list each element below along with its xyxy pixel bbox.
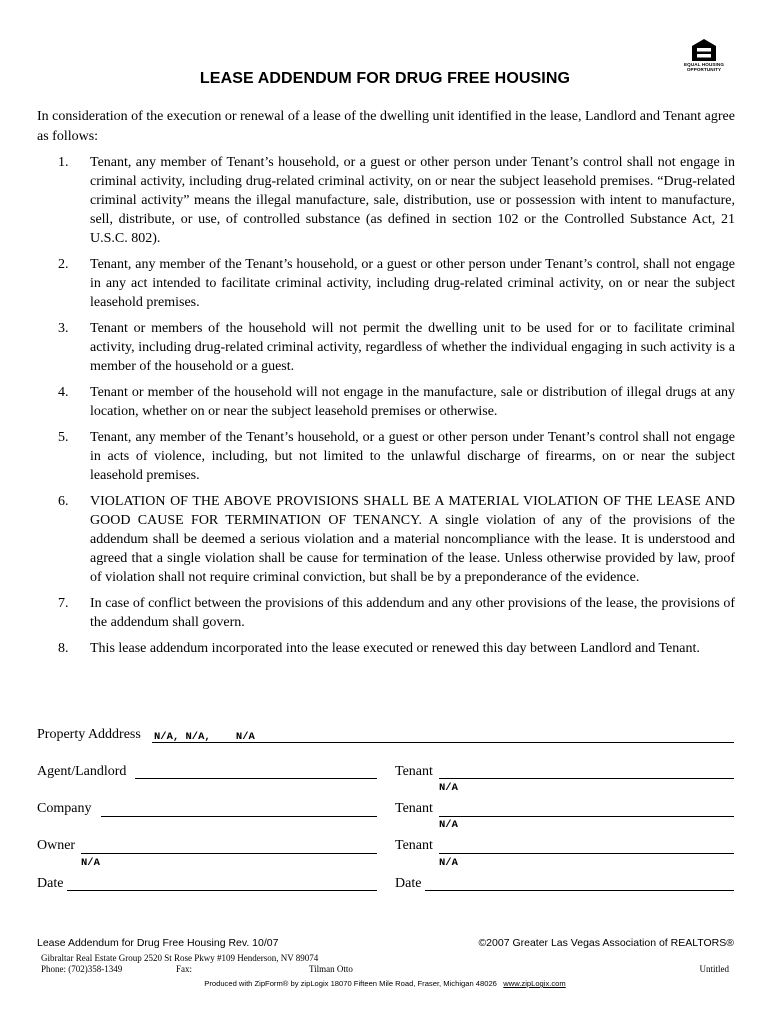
list-item [37,639,735,658]
tenant-3-label: Tenant [395,838,433,853]
agent-landlord-label: Agent/Landlord [37,764,127,779]
agent-name: Tilman Otto [309,964,353,974]
item-text: Tenant, any member of Tenant’s household, or a guest or other person under Tenant’s control shall not engage in criminal activity, including drug-related criminal activity, on or near the subject leasehold premises. “Drug-related criminal activity” means the illegal manufacture, sale, distribution, use or possession with intent to manufacture, sell, distribute, or use, of controlled substance (as defined in section 102 or the Controlled Substance Act, 21 U.S.C. 802). [90,155,735,246]
logo-text-1: EQUAL HOUSING [684,62,725,67]
produced-by [0,979,770,988]
date-label-left: Date [37,876,64,891]
item-number: 3. [58,321,69,336]
item-text: Tenant or member of the household will not engage in the manufacture, sale or distribution of illegal drugs at any location, whether on or near the subject leasehold premises or otherwise. [90,385,735,419]
tenant-1-value: N/A [439,782,458,794]
item-text: Tenant, any member of the Tenant’s household, or a guest or other person under Tenant’s control shall not engage in acts of violence, including, but not limited to the unlawful discharge of firearms, on or near the subject leasehold premises. [90,430,735,483]
item-text: In case of conflict between the provisions of this addendum and any other provisions of the lease, the provisions of the addendum shall govern. [90,596,735,630]
item-number: 4. [58,385,69,400]
equal-housing-logo [684,38,724,72]
item-number: 1. [58,155,69,170]
date-field-left[interactable] [67,890,377,891]
list-item [37,255,735,312]
item-number: 6. [58,494,69,509]
tenant-2-field[interactable] [439,816,734,817]
owner-label: Owner [37,838,76,853]
property-address-label: Property Adddress [37,727,141,742]
brokerage-phone: Phone: (702)358-1349 [41,964,123,974]
date-field-right[interactable] [425,890,734,891]
item-number: 5. [58,430,69,445]
item-number: 2. [58,257,69,272]
intro-paragraph: In consideration of the execution or renewal of a lease of the dwelling unit identified in the lease, Landlord and Tenant agree as follows: [37,109,735,144]
company-field[interactable] [101,816,377,817]
tenant-1-label: Tenant [395,764,433,779]
item-text: This lease addendum incorporated into the lease executed or renewed this day between Landlord and Tenant. [90,641,700,656]
document-name: Untitled [699,964,729,974]
produced-by-text: Produced with ZipForm® by zipLogix 18070 Fifteen Mile Road, Fraser, Michigan 48026 [204,979,497,988]
tenant-3-value: N/A [439,857,458,869]
owner-field[interactable] [81,853,377,854]
item-number: 7. [58,596,69,611]
form-revision: Lease Addendum for Drug Free Housing Rev. 10/07 [37,937,279,949]
company-label: Company [37,801,92,816]
item-text: Tenant or members of the household will not permit the dwelling unit to be used for or to facilitate criminal activity, including drug-related criminal activity, regardless of whether the individual engaging in such activity is a member of the household or a guest. [90,321,735,374]
provisions-list [37,153,735,665]
item-number: 8. [58,641,69,656]
tenant-1-field[interactable] [439,778,734,779]
tenant-3-field[interactable] [439,853,734,854]
agent-landlord-field[interactable] [135,778,377,779]
item-text: Tenant, any member of the Tenant’s household, or a guest or other person under Tenant’s control, shall not engage in any act intended to facilitate criminal activity, including drug-related criminal activity, on or near the subject leasehold premises. [90,257,735,310]
brokerage-info: Gibraltar Real Estate Group 2520 St Rose Pkwy #109 Henderson, NV 89074 [41,953,319,963]
property-address-field[interactable] [152,742,734,743]
list-item [37,383,735,421]
list-item [37,428,735,485]
list-item [37,492,735,587]
ziplogix-link[interactable]: www.zipLogix.com [503,979,566,988]
document-title: LEASE ADDENDUM FOR DRUG FREE HOUSING [199,70,571,87]
property-address-value: N/A, N/A, N/A [154,731,255,743]
list-item [37,594,735,632]
owner-value: N/A [81,857,100,869]
copyright: ©2007 Greater Las Vegas Association of REALTORS® [478,937,734,949]
list-item [37,319,735,376]
item-text: VIOLATION OF THE ABOVE PROVISIONS SHALL BE A MATERIAL VIOLATION OF THE LEASE AND GOOD CAUSE FOR TERMINATION OF TENANCY. A single violation of any of the provisions of the addendum shall be deemed a serious violation and a material noncompliance with the lease. It is understood and agreed that a single violation shall be cause for termination of the lease. Unless otherwise provided by law, proof of violation shall not require criminal conviction, but shall be by a preponderance of the evidence. [90,494,735,585]
date-label-right: Date [395,876,422,891]
tenant-2-value: N/A [439,819,458,831]
tenant-2-label: Tenant [395,801,433,816]
brokerage-fax: Fax: [176,964,193,974]
equal-housing-icon [691,38,717,62]
logo-text-2: OPPORTUNITY [686,67,722,72]
list-item [37,153,735,248]
